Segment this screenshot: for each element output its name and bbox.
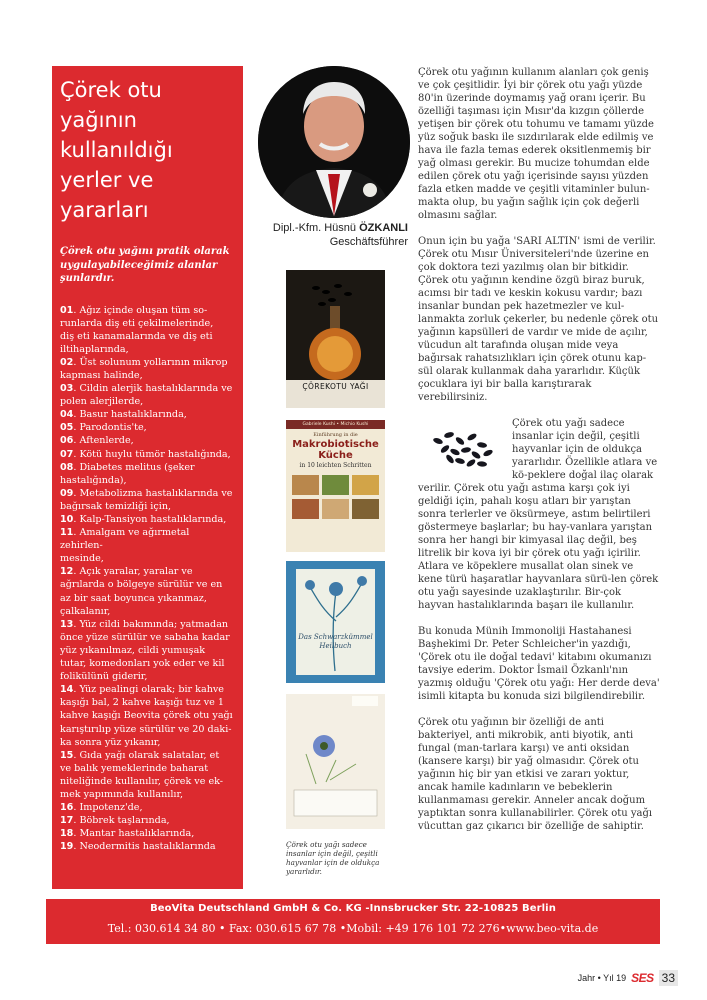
use-item-number: 09 — [60, 487, 74, 499]
use-item-number: 14 — [60, 684, 74, 696]
seeds-paragraph-block — [418, 417, 660, 612]
uses-sidebar — [52, 66, 243, 889]
use-item-number: 03 — [60, 383, 74, 395]
use-item-number: 08 — [60, 461, 74, 473]
nigella-flower-photo — [286, 694, 385, 829]
use-item — [60, 448, 235, 461]
person-role: Geschäftsführer — [329, 236, 408, 248]
footer-contacts: Tel.: 030.614 34 80 • Fax: 030.615 67 78 •Mobil: +49 176 101 72 276•www.beo-vita.de — [107, 922, 599, 935]
use-item — [60, 618, 235, 683]
article-paragraph-1: Çörek otu yağının kullanım alanları çok geniş ve çok çeşitlidir. İyi bir çörek otu yağı yüzde 80'in üzerinde doymamış yağ oranı içerir. Bu özelliği taşıması için Mısır'da kızgın çöllerde yetişen bir çörek otu tohumu ve tamamı yüzde yüz soğuk baskı ile sızdırılarak elde edilmiş ve hava ile fazla temas ederek oksitlenmemiş bir yağ olması gerekir. Bu mucize tohumdan elde edilen çörek otu yağı içerisinde sayısı yüzden fazla etken madde ve çeşitli vitaminler bulun-makta olup, bu yağın sağlık için çok değerli olmasını sağlar. — [418, 67, 654, 221]
book2-authors: Gabriele Kushi • Michio Kushi — [286, 420, 385, 429]
use-item-number: 13 — [60, 618, 74, 630]
use-item — [60, 749, 235, 801]
page-footer — [578, 970, 678, 986]
book-cover-corekotu — [286, 270, 385, 408]
sidebar-intro: Çörek otu yağını pratik olarak uygulayabileceğimiz alanlar şunlardır. — [60, 246, 230, 284]
use-item-text: . Açık yaralar, yaralar ve ağrılarda o bölgeye sürülür ve en az bir saat boyunca yıkanmaz, çalkalanır, — [60, 566, 223, 617]
person-surname: ÖZKANLI — [359, 222, 408, 234]
use-item — [60, 683, 235, 748]
food-photos — [286, 469, 385, 539]
use-item-number: 07 — [60, 448, 74, 460]
use-item-number: 10 — [60, 514, 74, 525]
use-item-text: . Basur hastalıklarında, — [73, 409, 187, 421]
use-item-text: . Neodermitis hastalıklarında — [73, 841, 216, 853]
use-item — [60, 487, 235, 513]
use-item-text: . Ağız içinde oluşan tüm so- runlarda diş eti çekilmelerinde, diş eti kanamalarında ve diş eti iltihaplarında, — [60, 304, 214, 355]
article-paragraph-5: Çörek otu yağının bir özelliği de anti bakteriyel, anti mikrobik, anti biyotik, anti fungal (man-tarlara karşı) ve anti oksidan (kansere karşı) bir yağ olmasıdır. Çörek otu yağının hiç bir yan etkisi ve zararı yoktur, ancak hamile kadınların ve bebeklerin kullanmaması gerekir. Anneler ancak doğum yaptıktan sonra kullanabilirler. Çörek otu yağı vücuttan gaz çıkarıcı bir özelliğe de sahiptir. — [418, 717, 653, 832]
magazine-logo: SES — [631, 971, 654, 985]
issue-label: Jahr • Yıl 19 — [577, 973, 627, 983]
use-item-text: . Yüz pealingi olarak; bir kahve kaşığı bal, 2 kahve kaşığı tuz ve 1 kahve kaşığı Beovita çörek otu yağı karıştırılıp yüze sürülür ve 20 daki- ka sonra yüz yıkanır, — [60, 684, 233, 748]
blossom-illustration — [286, 561, 385, 683]
article-paragraph-2: Onun için bu yağa 'SARI ALTIN' ismi de verilir. Çörek otu Mısır Üniversiteleri'nde üzerine en çok doktora tezi yazılmış olan bir bitkidir. Çörek otu yağının kendine özgü biraz buruk, acımsı bir tadı ve keskin kokusu vardır; bazı insanlar bundan pek hazetmezler ve kul-lanmakta zorluk çekerler, bu nedenle çörek otu yağının kapsülleri de vardır ve mide de açılır, vücudun alt tarafında oluşan mide veya bağırsak rahatsızlıkları için çörek otunu kap-sül olarak kullanmak daha yararlıdır. Küçük çocuklara iyi bir balla karıştırarak verebilirsiniz. — [418, 236, 659, 403]
use-item-text: . Metabolizma hastalıklarında ve bağırsak temizliği için, — [60, 487, 233, 512]
book2-line: in 10 leichten Schritten — [299, 462, 372, 469]
use-item-text: . Amalgam ve ağırmetal zehirlen- mesinde, — [60, 527, 190, 565]
article-body — [418, 66, 660, 846]
use-item-text: . Böbrek taşlarında, — [73, 815, 170, 827]
use-item-number: 01 — [60, 304, 74, 316]
use-item-number: 19 — [60, 841, 74, 853]
use-item-number: 15 — [60, 749, 74, 761]
book-caption: Çörek otu yağı sadece insanlar için değil, çeşitli hayvanlar için de oldukça yararlıdır. — [286, 840, 380, 876]
use-item-text: . Diabetes melitus (şeker hastalığında), — [60, 461, 195, 486]
use-item-number: 02 — [60, 356, 74, 368]
use-item-text: . Impotenz'de, — [73, 802, 143, 814]
portrait-photo — [258, 66, 410, 218]
use-item-number: 17 — [60, 815, 74, 827]
use-item — [60, 304, 235, 356]
use-item — [60, 461, 235, 487]
book-cover-schwarzkuemmel — [286, 561, 385, 683]
person-name-prefix: Dipl.-Kfm. Hüsnü — [272, 222, 360, 234]
use-item-text: . Kötü huylu tümör hastalığında, — [73, 448, 231, 460]
use-item-text: . Parodontis'te, — [73, 422, 147, 434]
footer-company-address: BeoVita Deutschland GmbH & Co. KG -Innsbrucker Str. 22-10825 Berlin — [150, 903, 556, 914]
book-cover-nigella — [286, 694, 385, 829]
use-item — [60, 382, 235, 408]
sidebar-title: Çörek otu yağının kullanıldığı yerler ve yararları — [60, 78, 173, 222]
use-item-text: . Aftenlerde, — [73, 435, 134, 447]
book1-title: ÇÖREKOTU YAĞI — [302, 382, 369, 391]
book2-subtitle: Einführung in die — [313, 432, 358, 438]
use-item — [60, 827, 235, 840]
use-item-text: . Cildin alerjik hastalıklarında ve polen alerjilerde, — [60, 383, 233, 408]
use-item — [60, 801, 235, 814]
use-item-number: 05 — [60, 422, 74, 434]
use-item-text: . Kalp-Tansiyon hastalıklarında, — [73, 514, 227, 525]
use-item — [60, 814, 235, 827]
use-item-text: . Yüz cildi bakımında; yatmadan önce yüze sürülür ve sabaha kadar yüz yıkanılmaz, cildi yumuşak tutar, komedonları yok eder ve kil folikülünü giderir, — [60, 618, 230, 683]
use-item — [60, 434, 235, 447]
use-item — [60, 421, 235, 434]
use-item-number: 06 — [60, 435, 74, 447]
company-footer — [46, 899, 660, 944]
article-paragraph-4: Bu konuda Münih Immonoliji Hastahanesi Başhekimi Dr. Peter Schleicher'in yazdığı, 'Çörek otu ile doğal tedavi' kitabını okumanızı tavsiye ederim. Doktor İsmail Özkanlı'nın yazmış olduğu 'Çörek otu yağı: Her derde deva' isimli kitapta bu konuda sizi bilgilendirebilir. — [418, 626, 660, 702]
article-paragraph-3: Çörek otu yağı sadece insanlar için değil, çeşitli hayvanlar için de oldukça yararlıdır. Özellikle atlara ve kö-peklere doğal ilaç olarak verilir. Çörek otu yağı astıma karşı çok iyi geldiği için, pahalı koşu atları bir yarıştan sonra terlerler ve öksürmeye, astım belirtileri göstermeye başlarlar; bu hay-vanlara yarıştan sonra her hangi bir kimyasal ilaç değil, beş litrelik bir kova iyi bir çörek otu yağı içirilir. Atlara ve köpeklere musallat olan sinek ve kene türü haşaratlar hayvanlara sürü-len çörek otu yağı sayesinde uzaklaştırılır. Bir-çok hayvan hastalıklarında başarı ile kullanılır. — [418, 418, 659, 611]
book3-title: Das Schwarzkümmel Heilbuch — [298, 633, 373, 650]
use-item-number: 16 — [60, 802, 74, 814]
use-item — [60, 356, 235, 382]
book-cover-makrobiotische — [286, 420, 385, 552]
page-number: 33 — [659, 970, 678, 986]
book2-title: Makrobiotische Küche — [292, 439, 379, 461]
black-seeds-image — [418, 419, 506, 477]
author-portrait — [258, 66, 410, 218]
use-item — [60, 526, 235, 565]
portrait-caption — [258, 221, 408, 249]
use-item-number: 12 — [60, 566, 74, 578]
use-item-number: 11 — [60, 527, 74, 539]
use-item — [60, 565, 235, 617]
use-item-text: . Gıda yağı olarak salatalar, et ve balık yemeklerinde baharat niteliğinde kullanılır, çörek ve ek- mek yapımında kullanılır, — [60, 749, 224, 800]
use-item-number: 04 — [60, 409, 74, 421]
use-item-number: 18 — [60, 828, 74, 840]
uses-list — [60, 304, 235, 854]
use-item-text: . Üst solunum yollarının mikrop kapması halinde, — [60, 356, 228, 381]
use-item — [60, 408, 235, 421]
use-item — [60, 513, 235, 526]
use-item-text: . Mantar hastalıklarında, — [73, 828, 195, 840]
use-item — [60, 840, 235, 853]
